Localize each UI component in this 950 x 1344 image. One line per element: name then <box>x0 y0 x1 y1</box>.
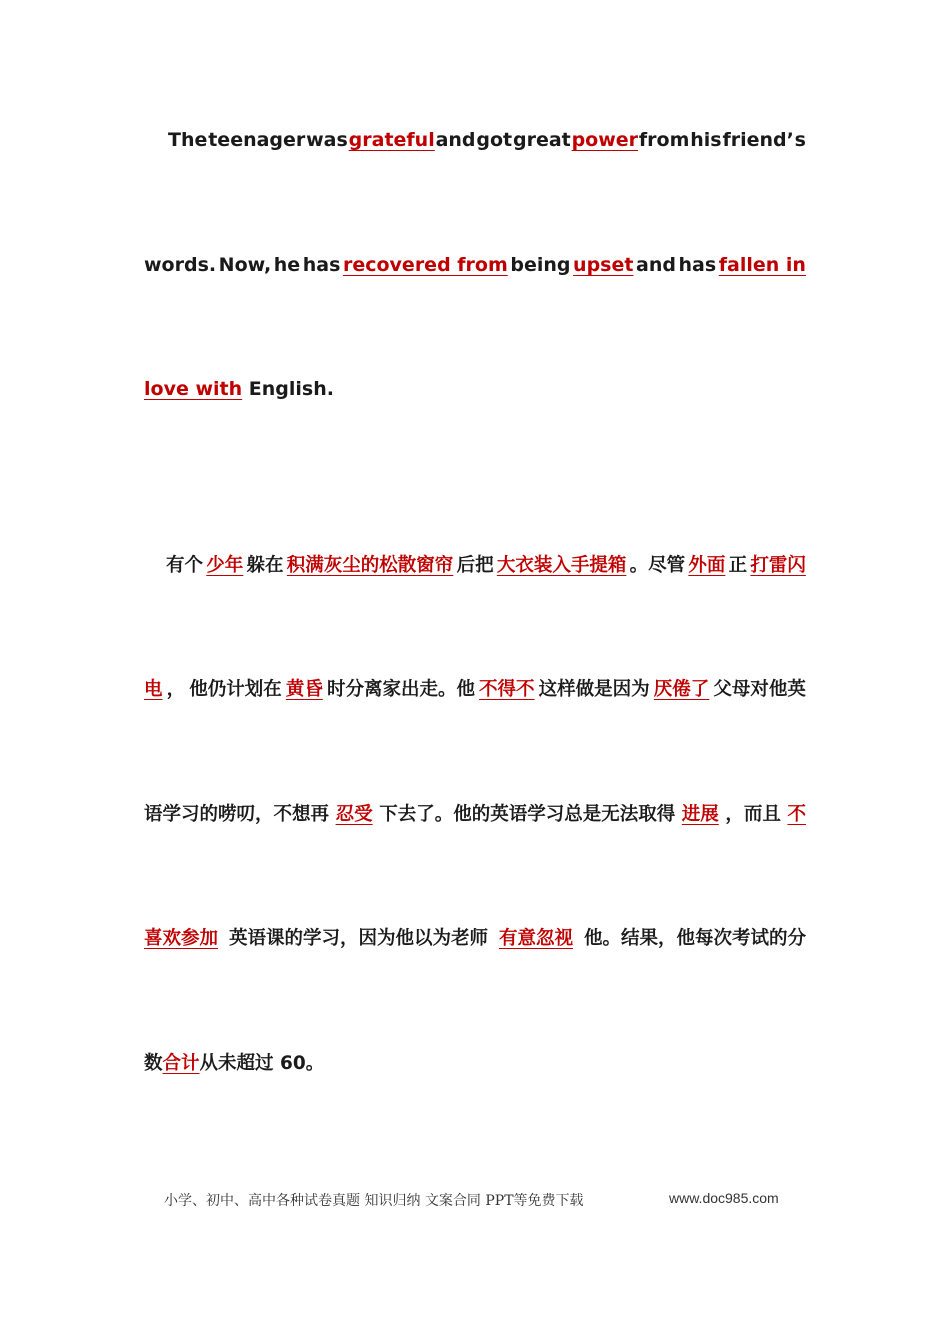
english-word-text: friend’ <box>722 129 794 151</box>
english-word-text: has <box>678 254 717 276</box>
english-word-text: has <box>302 254 341 276</box>
chinese-segment-highlight: 外面 <box>688 555 726 576</box>
english-word-text: was <box>306 129 348 151</box>
chinese-segment-text: 父母对他英 <box>713 679 806 700</box>
english-word-text: Now, <box>218 254 272 276</box>
chinese-segment-highlight: 不 <box>787 804 806 825</box>
english-word-text: English. <box>248 378 334 400</box>
chinese-segment-highlight: 厌倦了 <box>653 679 710 700</box>
chinese-line-2 <box>144 677 806 703</box>
chinese-line-3 <box>144 802 806 828</box>
english-word-text: s <box>794 129 806 151</box>
chinese-segment-highlight: 大衣装入手提箱 <box>496 555 627 576</box>
chinese-segment-text: 语学习的唠叨，不想再 <box>144 804 330 825</box>
chinese-line-5 <box>144 1051 806 1077</box>
english-word-text: great <box>512 129 571 151</box>
chinese-segment-text: ，而且 <box>725 804 781 825</box>
chinese-segment-highlight: 进展 <box>681 804 719 825</box>
chinese-segment-text: 他。结果，他每次考试的分 <box>583 928 806 949</box>
chinese-segment-text: 正 <box>728 555 748 576</box>
english-word-text: from <box>638 129 690 151</box>
footer-text: 小学、初中、高中各种试卷真题 知识归纳 文案合同 PPT等免费下载 <box>164 1193 584 1209</box>
chinese-segment-text: 下去了。他的英语学习总是无法取得 <box>379 804 676 825</box>
chinese-segment-highlight: 打雷闪 <box>750 555 806 576</box>
english-line-2 <box>144 252 806 278</box>
english-word-text: and <box>435 129 476 151</box>
english-word-highlight: fallen in <box>718 254 806 276</box>
chinese-segment-highlight: 合计 <box>162 1053 200 1074</box>
chinese-segment-text: 从未超过 60。 <box>199 1053 325 1074</box>
english-line-1 <box>144 127 806 153</box>
chinese-segment-text: 数 <box>144 1053 163 1074</box>
chinese-segment-highlight: 积满灰尘的松散窗帘 <box>286 555 454 576</box>
english-word-text: The <box>168 129 208 151</box>
chinese-segment-highlight: 喜欢参加 <box>144 928 219 949</box>
english-word-highlight: power <box>571 129 639 151</box>
english-word-highlight: love with <box>144 378 243 400</box>
page-footer <box>164 1190 804 1214</box>
chinese-segment-text: 他仍计划在 <box>189 679 282 700</box>
english-word-text: being <box>510 254 571 276</box>
chinese-segment-highlight: 电 <box>144 679 163 700</box>
english-word-text: got <box>476 129 513 151</box>
chinese-segment-text: 。尽管 <box>629 555 686 576</box>
chinese-segment-text: 后把 <box>456 555 494 576</box>
english-word-text: words. <box>144 254 217 276</box>
chinese-segment-text: 时分离家出走。他 <box>326 679 475 700</box>
chinese-segment-text: 英语课的学习，因为他以为老师 <box>228 928 488 949</box>
chinese-line-1 <box>144 553 806 579</box>
english-word-highlight: recovered from <box>342 254 508 276</box>
chinese-segment-text: 这样做是因为 <box>538 679 650 700</box>
chinese-segment-highlight: 少年 <box>206 555 244 576</box>
chinese-segment-text: 有个 <box>166 555 204 576</box>
english-line-3 <box>144 376 806 402</box>
chinese-segment-text: 躲在 <box>246 555 284 576</box>
english-word-text: he <box>273 254 301 276</box>
english-word-highlight: upset <box>573 254 634 276</box>
chinese-line-4 <box>144 926 806 952</box>
chinese-segment-highlight: 黄昏 <box>285 679 323 700</box>
chinese-segment-highlight: 忍受 <box>335 804 373 825</box>
chinese-segment-text: ， <box>166 679 186 700</box>
english-word-text: his <box>690 129 722 151</box>
chinese-segment-highlight: 有意忽视 <box>498 928 573 949</box>
english-word-highlight: grateful <box>348 129 435 151</box>
english-word-text: teenager <box>208 129 306 151</box>
english-word-text: and <box>636 254 676 276</box>
footer-url: www.doc985.com <box>669 1190 779 1206</box>
chinese-segment-highlight: 不得不 <box>479 679 535 700</box>
